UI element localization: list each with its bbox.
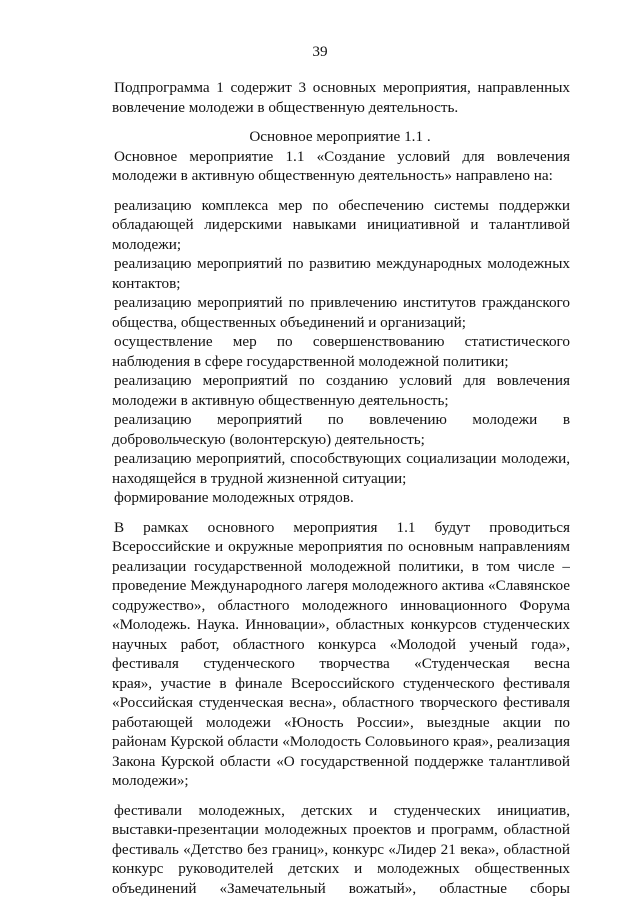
text-line: вовлечение молодежи в общественную деятельность. [112, 99, 459, 116]
text-line: молодежи; [112, 236, 182, 253]
text-line: районам Курской области «Молодость Соловьиного края», реализация [112, 733, 570, 750]
text-line: фестиваль «Детство без границ», конкурс «Лидер 21 века», областной [112, 841, 570, 858]
text-line: «Молодежь. Наука. Инновации», областных конкурсов студенческих [112, 616, 570, 633]
text-line: Подпрограмма 1 содержит 3 основных мероприятия, направленных [114, 79, 570, 96]
text-line: края», участие в финале Всероссийского студенческого фестиваля [112, 675, 570, 692]
text-line: Основное мероприятие 1.1 . [249, 128, 431, 145]
page-number: 39 [312, 43, 328, 60]
text-line: проведение Международного лагеря молодежного актива «Славянское [112, 577, 570, 594]
text-line: реализацию мероприятий по вовлечению молодежи в [114, 411, 570, 428]
text-line: общества, общественных объединений и организаций; [112, 314, 466, 331]
text-line: объединений «Замечательный вожатый», областные сборы [112, 880, 570, 897]
text-line: «Российская студенческая весна», областного творческого фестиваля [112, 694, 570, 711]
text-line: обладающей лидерскими навыками инициативной и талантливой [112, 216, 570, 233]
text-line: молодежи в активную общественную деятельность; [112, 392, 449, 409]
text-line: осуществление мер по совершенствованию статистического [114, 333, 570, 350]
text-line: научных работ, областного конкурса «Молодой ученый года», [112, 636, 570, 653]
text-line: реализацию мероприятий по созданию условий для вовлечения [114, 372, 570, 389]
text-line: реализацию комплекса мер по обеспечению системы поддержки [114, 197, 570, 214]
text-line: молодежи»; [112, 772, 189, 789]
text-line: находящейся в трудной жизненной ситуации; [112, 470, 407, 487]
text-line: работающей молодежи «Юность России», выездные акции по [112, 714, 570, 731]
text-line: фестивали молодежных, детских и студенческих инициатив, [114, 802, 570, 819]
text-line: реализацию мероприятий, способствующих социализации молодежи, [114, 450, 570, 467]
text-line: Закона Курской области «О государственной поддержке талантливой [112, 753, 570, 770]
text-line: контактов; [112, 275, 181, 292]
text-line: содружество», областного молодежного инновационного Форума [112, 597, 570, 614]
text-line: молодежи в активную общественную деятельность» направлено на: [112, 167, 553, 184]
text-line: Всероссийские и окружные мероприятия по основным направлениям [112, 538, 570, 555]
text-line: Основное мероприятие 1.1 «Создание условий для вовлечения [114, 148, 570, 165]
text-line: формирование молодежных отрядов. [114, 489, 354, 506]
text-line: добровольческую (волонтерскую) деятельность; [112, 431, 425, 448]
text-line: выставки-презентации молодежных проектов и программ, областной [112, 821, 570, 838]
text-line: наблюдения в сфере государственной молодежной политики; [112, 353, 509, 370]
text-line: реализацию мероприятий по привлечению институтов гражданского [114, 294, 570, 311]
text-line: конкурс руководителей детских и молодежных общественных [112, 860, 570, 877]
text-line: В рамках основного мероприятия 1.1 будут проводиться [114, 519, 570, 536]
text-line: фестиваля студенческого творчества «Студенческая весна [112, 655, 570, 672]
text-line: реализацию мероприятий по развитию международных молодежных [114, 255, 570, 272]
text-line: реализации государственной молодежной политики, в том числе – [112, 558, 570, 575]
